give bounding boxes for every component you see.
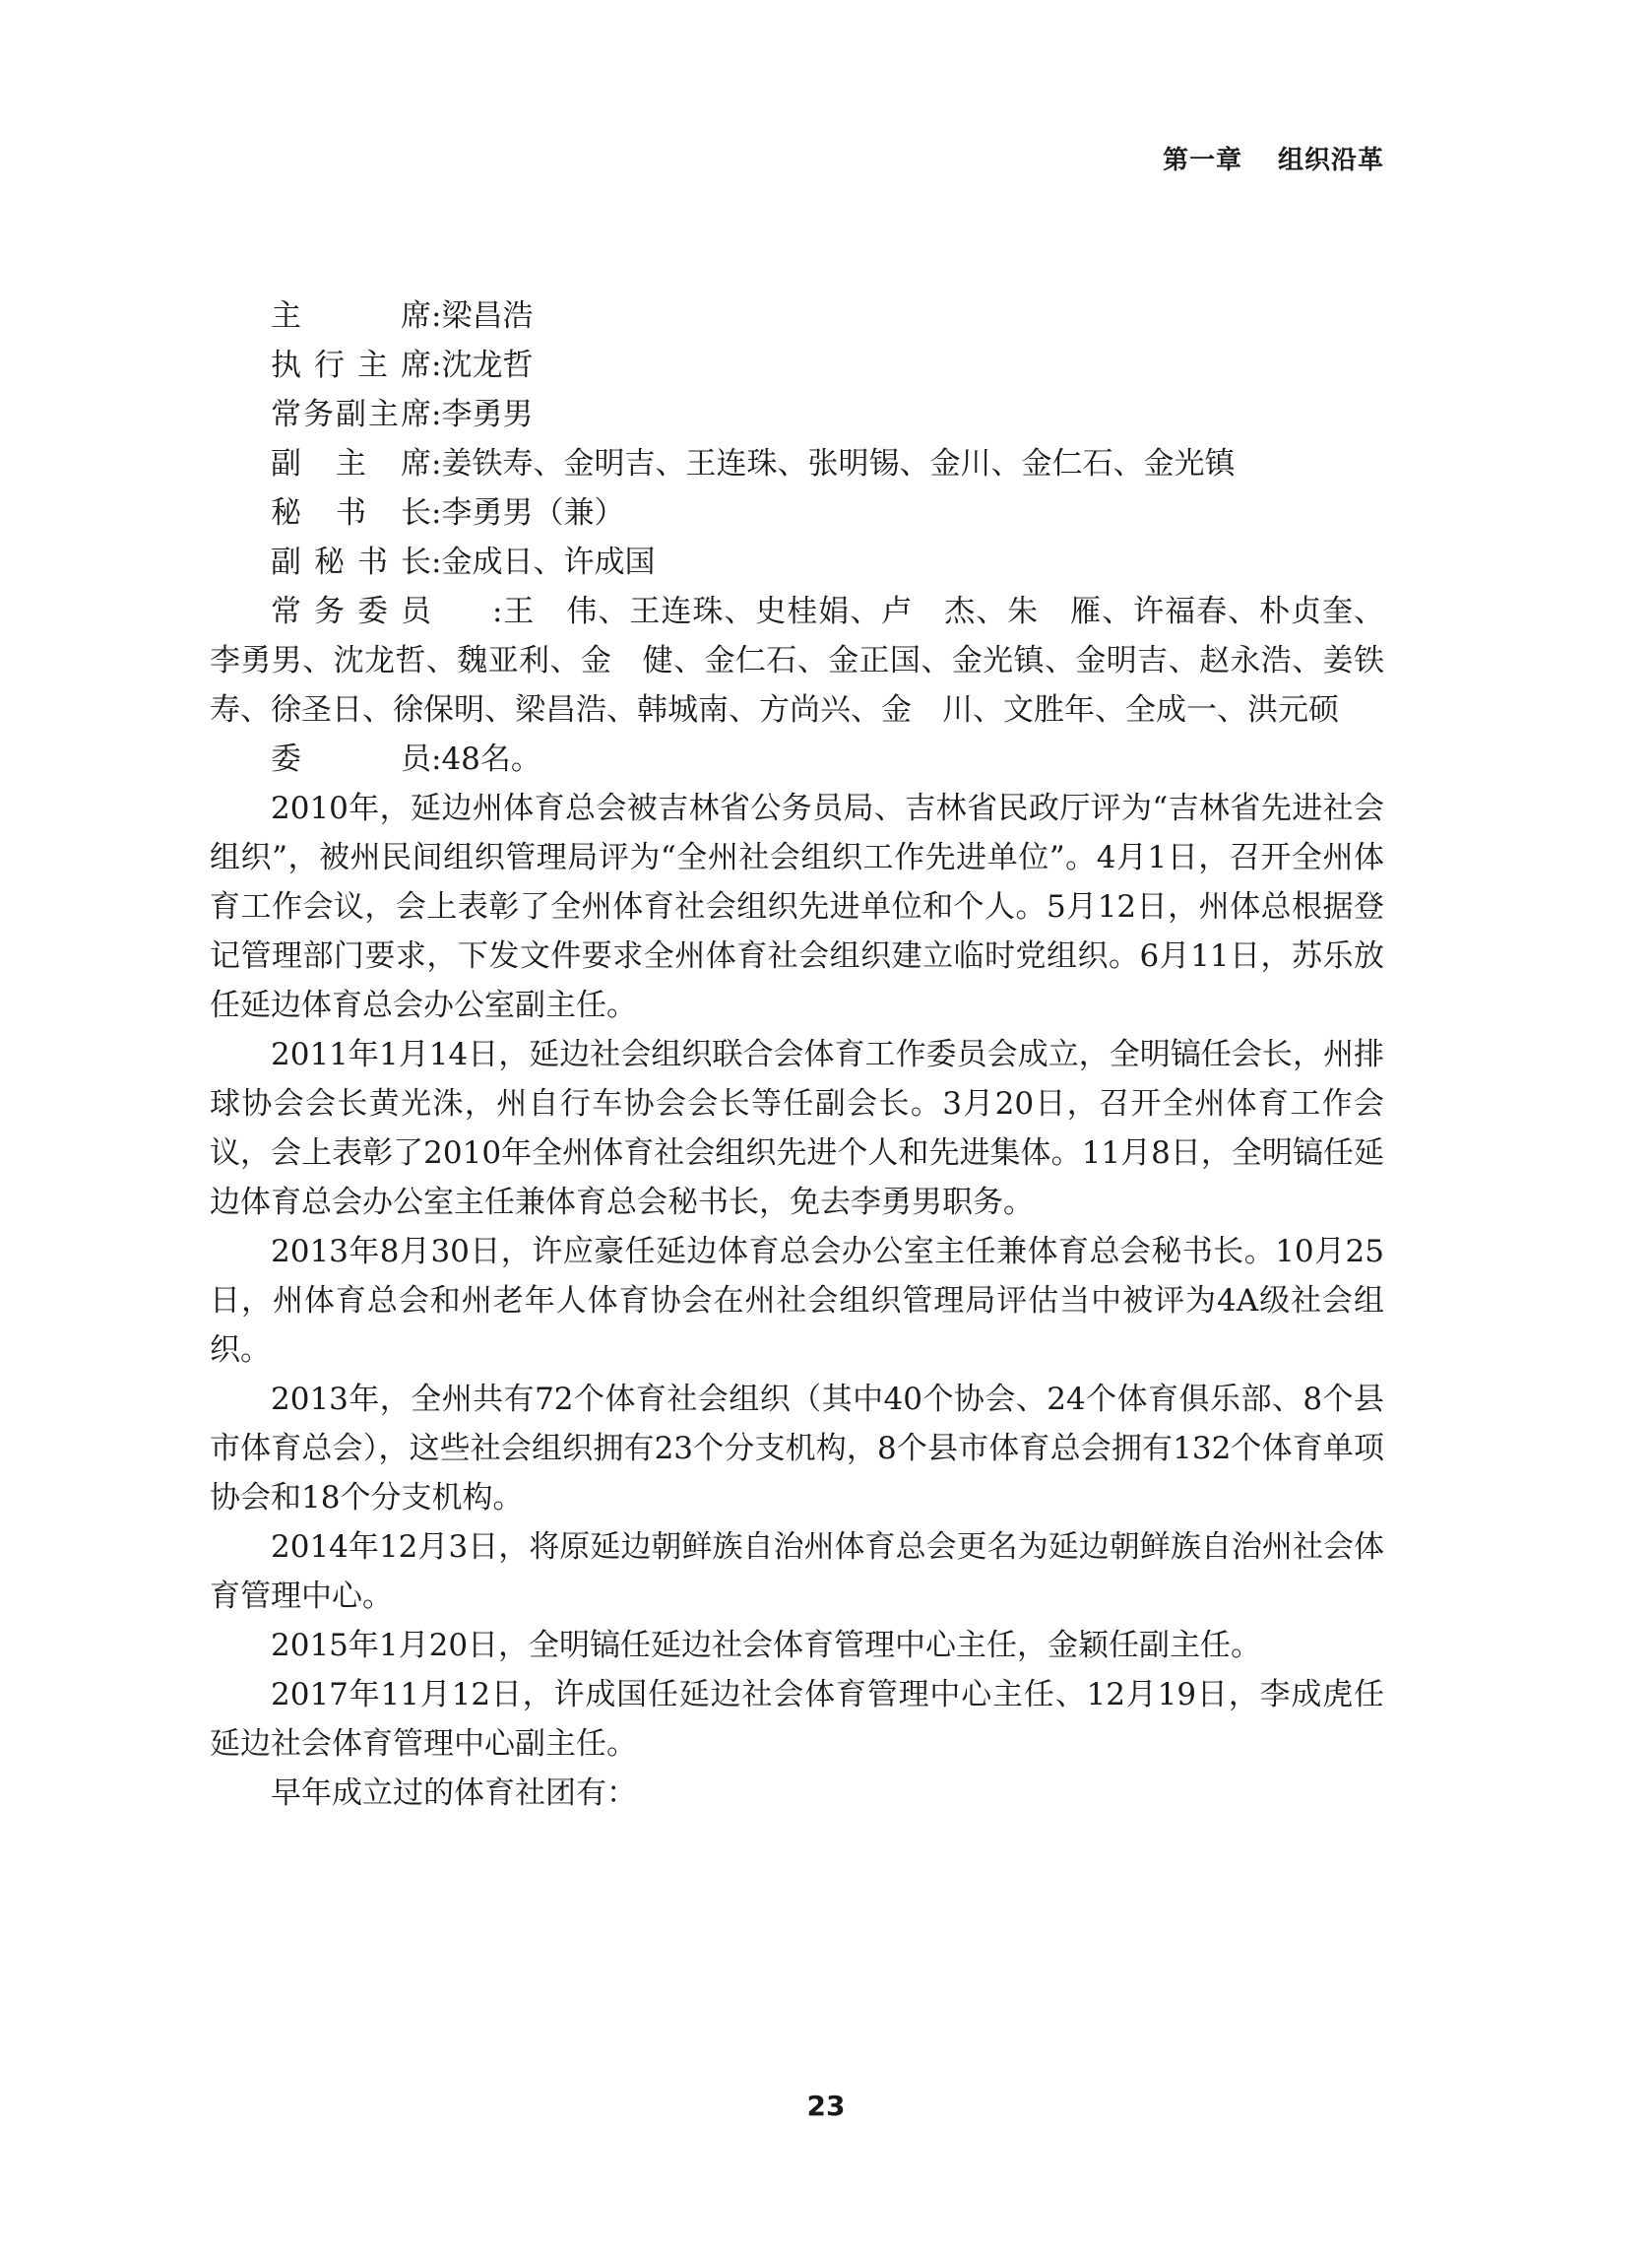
paragraph-2013-aug: 2013年8月30日，许应豪任延边体育总会办公室主任兼体育总会秘书长。10月25日，州体育总会和州老年人体育协会在州社会组织管理局评估当中被评为4A级社会组织。 bbox=[210, 1234, 1384, 1368]
colon: : bbox=[431, 495, 442, 531]
role-label: 执行主席 bbox=[271, 348, 431, 383]
role-label: 秘书长 bbox=[271, 495, 431, 531]
colon: : bbox=[431, 742, 442, 777]
chapter-title: 组织沿革 bbox=[1277, 146, 1384, 175]
role-label: 常务委员 bbox=[271, 594, 431, 629]
colon: : bbox=[431, 397, 442, 432]
role-value: 梁昌浩 bbox=[441, 298, 534, 334]
role-label: 副秘书长 bbox=[271, 545, 431, 580]
closing-line: 早年成立过的体育社团有： bbox=[271, 1775, 637, 1811]
role-line-deputy-secretary-general bbox=[210, 538, 1384, 587]
role-value: 李勇男（兼） bbox=[441, 495, 625, 531]
role-label: 主席 bbox=[271, 298, 431, 334]
paragraph-2014: 2014年12月3日，将原延边朝鲜族自治州体育总会更名为延边朝鲜族自治州社会体育管理中心。 bbox=[210, 1529, 1384, 1614]
paragraph-2010: 2010年，延边州体育总会被吉林省公务员局、吉林省民政厅评为“吉林省先进社会组织”，被州民间组织管理局评为“全州社会组织工作先进单位”。4月1日，召开全州体育工作会议，会上表彰了全州体育社会组织先进单位和个人。5月12日，州体总根据登记管理部门要求，下发文件要求全州体育社会组织建立临时党组织。6月11日，苏乐放任延边体育总会办公室副主任。 bbox=[210, 791, 1384, 1023]
role-line-secretary-general bbox=[210, 488, 1384, 538]
role-line-standing-vice-chairman bbox=[210, 390, 1384, 439]
role-value: 王 伟、王连珠、史桂娟、卢 杰、朱 雁、许福春、朴贞奎、李勇男、沈龙哲、魏亚利、金 健、金仁石、金正国、金光镇、金明吉、赵永浩、姜铁寿、徐圣日、徐保明、梁昌浩、韩城南、方尚兴、金 川、文胜年、全成一、洪元硕 bbox=[210, 594, 1384, 728]
role-label: 委员 bbox=[271, 742, 431, 777]
role-value: 金成日、许成国 bbox=[441, 545, 656, 580]
page-body bbox=[210, 291, 1384, 1818]
role-line-executive-chairman bbox=[210, 341, 1384, 390]
chapter-number: 第一章 bbox=[1162, 146, 1242, 175]
role-line-standing-committee bbox=[210, 587, 1384, 735]
role-value: 沈龙哲 bbox=[441, 348, 534, 383]
colon: : bbox=[492, 594, 503, 629]
running-header bbox=[1163, 140, 1384, 176]
paragraph-2017: 2017年11月12日，许成国任延边社会体育管理中心主任、12月19日，李成虎任延边社会体育管理中心副主任。 bbox=[210, 1677, 1384, 1762]
colon: : bbox=[431, 545, 442, 580]
colon: : bbox=[431, 348, 442, 383]
role-value: 姜铁寿、金明吉、王连珠、张明锡、金川、金仁石、金光镇 bbox=[441, 446, 1236, 482]
colon: : bbox=[431, 446, 442, 482]
role-label: 副主席 bbox=[271, 446, 431, 482]
role-value: 李勇男 bbox=[441, 397, 534, 432]
paragraph-2011: 2011年1月14日，延边社会组织联合会体育工作委员会成立，全明镐任会长，州排球协会会长黄光洙，州自行车协会会长等任副会长。3月20日，召开全州体育工作会议，会上表彰了2010年全州体育社会组织先进个人和先进集体。11月8日，全明镐任延边体育总会办公室主任兼体育总会秘书长，免去李勇男职务。 bbox=[210, 1037, 1384, 1220]
role-line-vice-chairman bbox=[210, 439, 1384, 488]
role-line-committee-members bbox=[210, 735, 1384, 784]
colon: : bbox=[431, 298, 442, 334]
page-number: 23 bbox=[806, 2090, 846, 2122]
paragraph-2013-summary: 2013年，全州共有72个体育社会组织（其中40个协会、24个体育俱乐部、8个县市体育总会），这些社会组织拥有23个分支机构，8个县市体育总会拥有132个体育单项协会和18个分支机构。 bbox=[210, 1382, 1384, 1515]
paragraph-2015: 2015年1月20日，全明镐任延边社会体育管理中心主任，金颖任副主任。 bbox=[271, 1628, 1262, 1663]
role-line-chairman bbox=[210, 291, 1384, 341]
role-value: 48名。 bbox=[441, 742, 541, 777]
role-label: 常务副主席 bbox=[271, 397, 431, 432]
